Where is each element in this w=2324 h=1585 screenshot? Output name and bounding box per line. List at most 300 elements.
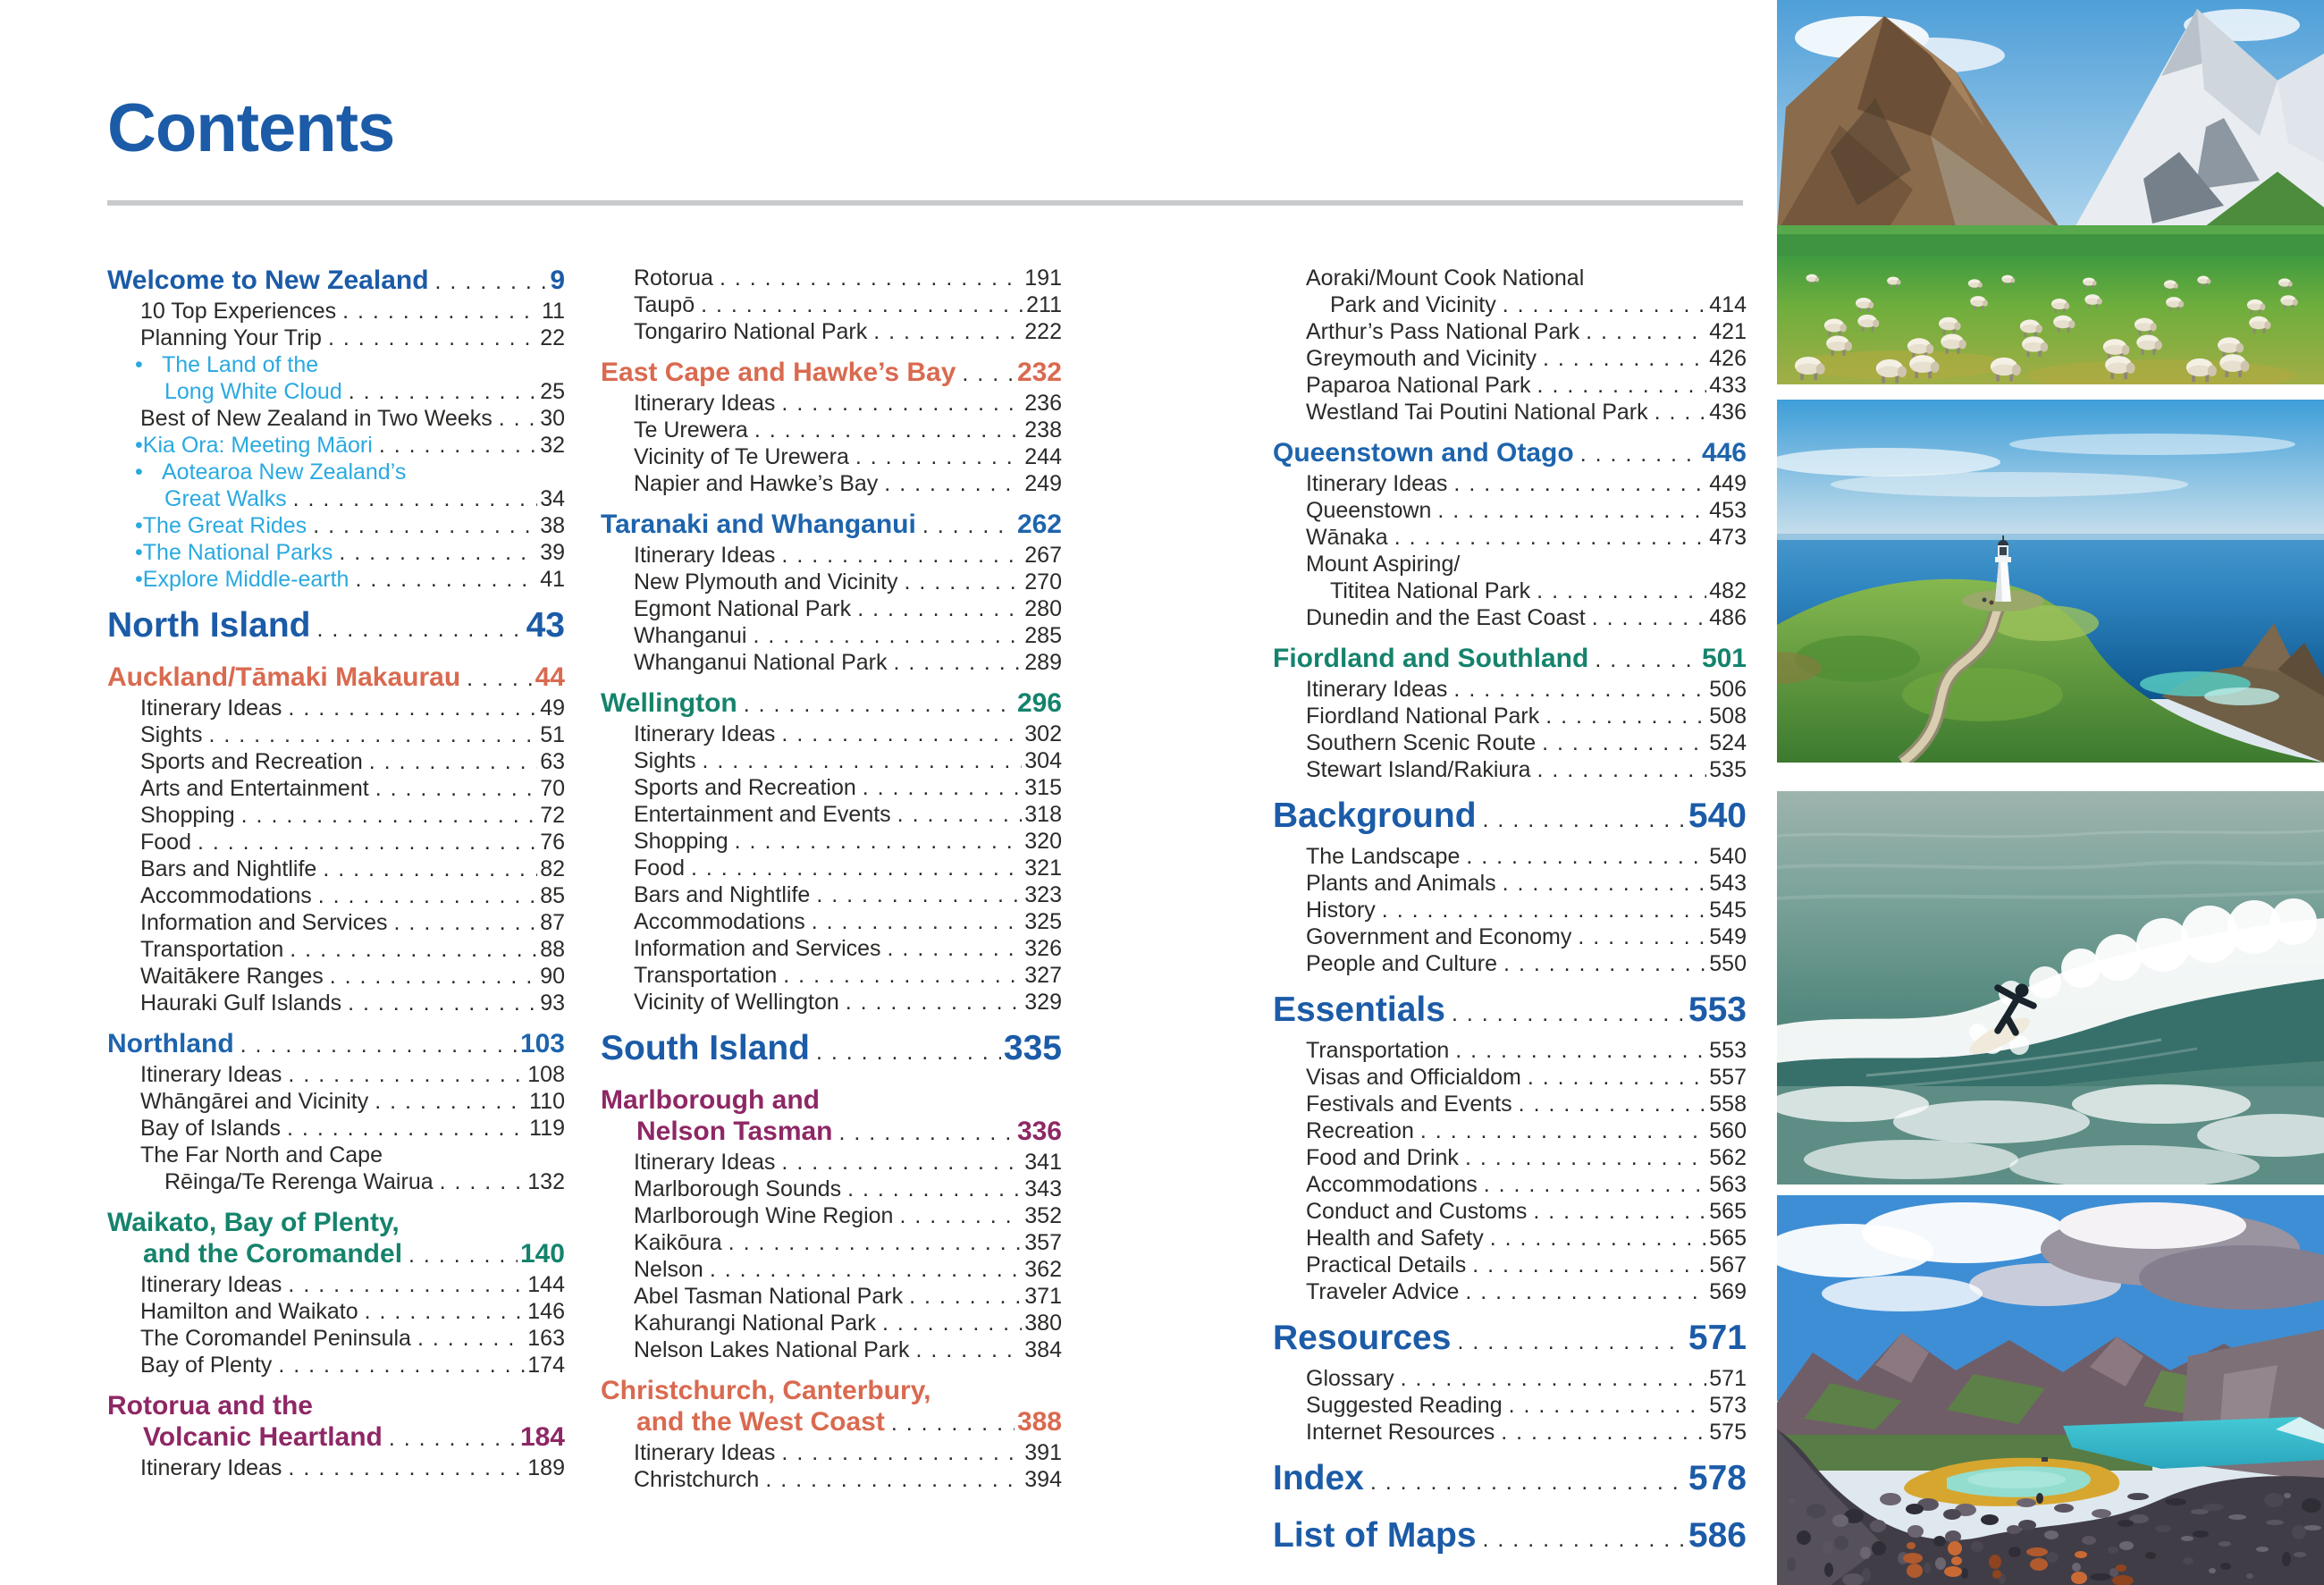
toc-entry-page: 189: [527, 1455, 565, 1480]
toc-entry-label: Paparoa National Park: [1306, 373, 1531, 398]
toc-entry-label: Nelson Lakes National Park: [634, 1337, 910, 1362]
toc-entry-label: Bars and Nightlife: [140, 856, 317, 881]
toc-entry-page: 563: [1709, 1172, 1747, 1197]
toc-entry: [601, 390, 1062, 417]
toc-entry-label: Best of New Zealand in Two Weeks: [140, 406, 493, 431]
dot-leader: [962, 357, 1015, 390]
toc-entry: [1273, 950, 1747, 977]
toc-entry-label: Volcanic Heartland: [143, 1422, 383, 1452]
dot-leader: [857, 595, 1022, 622]
toc-entry-page: 76: [540, 830, 565, 855]
toc-entry: [1273, 372, 1747, 399]
toc-entry-label: Kia Ora: Meeting Māori: [142, 433, 373, 458]
toc-entry-label: Transportation: [634, 963, 778, 988]
toc-entry: [601, 1256, 1062, 1283]
toc-entry-page: 553: [1709, 1038, 1747, 1063]
dot-leader: [781, 542, 1022, 569]
toc-entry: [1273, 990, 1747, 1034]
toc-entry-label: Shopping: [634, 829, 728, 854]
dot-leader: [499, 405, 537, 432]
toc-entry-label: Stewart Island/Rakiura: [1306, 757, 1531, 782]
dot-leader: [1503, 950, 1706, 977]
toc-entry: [601, 855, 1062, 881]
toc-entry-page: 132: [527, 1169, 565, 1194]
dot-leader: [765, 1466, 1022, 1493]
toc-entry-label: Mount Aspiring/: [1306, 552, 1461, 577]
toc-entry: [107, 1142, 565, 1195]
dot-leader: [691, 855, 1022, 881]
toc-entry-page: 304: [1024, 748, 1062, 773]
toc-entry: [107, 325, 565, 351]
toc-entry-label: Rotorua: [634, 266, 713, 291]
dot-leader: [882, 1310, 1022, 1336]
toc-entry-label: Kaikōura: [634, 1230, 722, 1255]
toc-entry-label: Whanganui National Park: [634, 650, 888, 675]
toc-entry-page: 473: [1709, 525, 1747, 550]
toc-entry: [1273, 703, 1747, 729]
toc-entry-page: 87: [540, 910, 565, 935]
toc-entry-page: 482: [1709, 578, 1747, 603]
dot-leader: [339, 539, 537, 566]
toc-entry-page: 557: [1709, 1065, 1747, 1090]
toc-entry-label: Kahurangi National Park: [634, 1311, 876, 1336]
toc-entry-label: Vicinity of Wellington: [634, 990, 839, 1015]
toc-entry-page: 449: [1709, 471, 1747, 496]
photo-alpine-lakes: [1777, 1195, 2324, 1585]
toc-entry-label: 10 Top Experiences: [140, 299, 337, 324]
toc-entry-page: 433: [1709, 373, 1747, 398]
toc-entry-label: Whāngārei and Vicinity: [140, 1089, 369, 1114]
dot-leader: [394, 909, 538, 936]
toc-entry-label: Information and Services: [140, 910, 388, 935]
toc-entry-label: Accommodations: [634, 909, 805, 934]
toc-entry-label: South Island: [601, 1029, 810, 1067]
dot-leader: [240, 1028, 518, 1061]
toc-entry: [107, 1061, 565, 1088]
toc-entry: [1273, 796, 1747, 840]
dot-leader: [1595, 643, 1699, 676]
toc-entry-label: Waitākere Ranges: [140, 964, 324, 989]
toc-entry-label: Arthur’s Pass National Park: [1306, 319, 1580, 344]
dot-leader: [894, 649, 1023, 676]
toc-entry-page: 357: [1024, 1230, 1062, 1255]
dot-leader: [781, 721, 1022, 747]
toc-entry-page: 88: [540, 937, 565, 962]
toc-entry-page: 103: [519, 1029, 565, 1058]
toc-entry-page: 524: [1709, 730, 1747, 755]
toc-entry-page: 543: [1709, 871, 1747, 896]
toc-entry: [1273, 604, 1747, 631]
dot-leader: [389, 1421, 518, 1454]
toc-entry-label: Explore Middle-earth: [142, 567, 349, 592]
dot-leader: [781, 1439, 1022, 1466]
toc-entry-page: 421: [1709, 319, 1747, 344]
dot-leader: [816, 1028, 1001, 1073]
toc-entry-label: Tititea National Park: [1330, 578, 1531, 603]
toc-entry-label: Hauraki Gulf Islands: [140, 991, 342, 1016]
toc-entry-page: 320: [1024, 829, 1062, 854]
dot-leader: [318, 882, 537, 909]
toc-entry-page: 329: [1024, 990, 1062, 1015]
toc-entry-label: East Cape and Hawke’s Bay: [601, 358, 956, 387]
toc-entry-page: 426: [1709, 346, 1747, 371]
toc-entry-label: Welcome to New Zealand: [107, 266, 429, 295]
toc-entry-page: 540: [1709, 844, 1747, 869]
toc-entry-page: 380: [1024, 1311, 1062, 1336]
dot-leader: [781, 1149, 1022, 1176]
toc-entry-label: Itinerary Ideas: [140, 1062, 282, 1087]
dot-leader: [328, 325, 537, 351]
toc-entry: [107, 909, 565, 936]
toc-entry-page: 11: [542, 299, 565, 324]
dot-leader: [348, 990, 537, 1016]
dot-leader: [783, 962, 1022, 989]
toc-entry-page: 267: [1024, 543, 1062, 568]
toc-entry: [601, 721, 1062, 747]
toc-entry-page: 578: [1688, 1459, 1747, 1497]
toc-entry-page: 325: [1024, 909, 1062, 934]
toc-entry: [1273, 1278, 1747, 1305]
dot-leader: [846, 989, 1023, 1016]
toc-entry: [107, 1454, 565, 1481]
toc-entry-page: 486: [1709, 605, 1747, 630]
dot-leader: [916, 1336, 1023, 1363]
toc-entry-page: 391: [1024, 1440, 1062, 1465]
dot-leader: [884, 470, 1022, 497]
dot-leader: [435, 265, 548, 298]
toc-entry-page: 565: [1709, 1199, 1747, 1224]
toc-entry-label: Conduct and Customs: [1306, 1199, 1528, 1224]
toc-entry-page: 508: [1709, 704, 1747, 729]
toc-entry-label: Shopping: [140, 803, 235, 828]
dot-leader: [313, 512, 537, 539]
toc-entry-label: Bay of Plenty: [140, 1353, 273, 1378]
toc-entry: [1273, 676, 1747, 703]
toc-entry-label: Itinerary Ideas: [634, 1150, 776, 1175]
toc-entry: [1273, 437, 1747, 470]
dot-leader: [1457, 1318, 1685, 1362]
sheep-mountains-illustration: [1777, 0, 2324, 384]
dot-leader: [1503, 291, 1707, 318]
toc-entry-page: 558: [1709, 1092, 1747, 1117]
dot-leader: [1586, 318, 1706, 345]
toc-entry-label: Abel Tasman National Park: [634, 1284, 904, 1309]
toc-entry-label: Tongariro National Park: [634, 319, 868, 344]
toc-entry-label: Rotorua and the: [107, 1391, 313, 1421]
toc-entry-label: Bars and Nightlife: [634, 882, 811, 907]
toc-entry: [1273, 1117, 1747, 1144]
dot-leader: [1509, 1392, 1707, 1419]
toc-entry-page: 436: [1709, 400, 1747, 425]
toc-entry-page: 270: [1024, 569, 1062, 594]
toc-entry-page: 553: [1688, 991, 1747, 1029]
toc-entry-label: Marlborough Wine Region: [634, 1203, 894, 1228]
toc-entry-page: 341: [1024, 1150, 1062, 1175]
dot-leader: [735, 828, 1023, 855]
toc-entry-label: The Far North and Cape: [140, 1142, 383, 1168]
dot-leader: [1483, 1515, 1686, 1560]
toc-entry-label: Sights: [634, 748, 696, 773]
toc-entry: [107, 432, 565, 459]
toc-entry: [107, 265, 565, 298]
toc-entry-page: 32: [540, 433, 565, 458]
toc-entry: [601, 470, 1062, 497]
toc-entry-page: 569: [1709, 1279, 1747, 1304]
toc-entry-label: Te Urewera: [634, 417, 748, 443]
toc-entry-page: 238: [1024, 417, 1062, 443]
toc-entry-label: Suggested Reading: [1306, 1393, 1503, 1418]
toc-entry: [1273, 897, 1747, 923]
toc-entry-label: Food: [634, 856, 685, 881]
toc-entry-label: Fiordland and Southland: [1273, 644, 1589, 673]
toc-entry: [601, 935, 1062, 962]
toc-entry-label: Marlborough and: [601, 1085, 820, 1115]
toc-entry: [107, 1271, 565, 1298]
dot-leader: [909, 1283, 1022, 1310]
dot-leader: [408, 1238, 518, 1271]
toc-entry-label: and the Coromandel: [143, 1239, 403, 1269]
toc-entry-label: Food: [140, 830, 191, 855]
dot-leader: [1519, 1091, 1707, 1117]
dot-leader: [288, 1454, 525, 1481]
toc-entry: [107, 936, 565, 963]
toc-entry-page: 326: [1024, 936, 1062, 961]
toc-entry-label: Rēinga/Te Rerenga Wairua: [164, 1169, 434, 1194]
toc-entry-label: Christchurch: [634, 1467, 760, 1492]
dot-leader: [1382, 897, 1706, 923]
toc-entry-label: Information and Services: [634, 936, 881, 961]
toc-entry: [1273, 265, 1747, 318]
toc-entry: [1273, 318, 1747, 345]
toc-entry: [1273, 1458, 1747, 1503]
toc-entry: [1273, 1198, 1747, 1225]
toc-entry-page: 9: [550, 266, 565, 295]
dot-leader: [922, 509, 1015, 542]
toc-entry-page: 384: [1024, 1337, 1062, 1362]
toc-entry-page: 446: [1701, 438, 1747, 468]
toc-entry-page: 289: [1024, 650, 1062, 675]
toc-entry-label: Sports and Recreation: [140, 749, 363, 774]
toc-entry: [601, 542, 1062, 569]
toc-entry-label: Government and Economy: [1306, 924, 1572, 949]
dot-leader: [899, 1202, 1022, 1229]
dot-leader: [323, 856, 537, 882]
toc-entry: [601, 1283, 1062, 1310]
toc-entry-label: New Plymouth and Vicinity: [634, 569, 898, 594]
toc-entry: [107, 566, 565, 593]
toc-entry-page: 44: [535, 662, 565, 692]
dot-leader: [1465, 1144, 1706, 1171]
toc-entry-label: Queenstown: [1306, 498, 1432, 523]
toc-entry: [1273, 870, 1747, 897]
dot-leader: [1490, 1225, 1707, 1252]
dot-leader: [349, 378, 537, 405]
toc-entry-label: Sports and Recreation: [634, 775, 856, 800]
toc-entry-label: Wellington: [601, 688, 737, 718]
toc-entry: [107, 605, 565, 650]
dot-leader: [710, 1256, 1022, 1283]
toc-entry-label: Taranaki and Whanganui: [601, 510, 916, 539]
dot-leader: [355, 566, 537, 593]
dot-leader: [897, 801, 1023, 828]
toc-entry-label: Aotearoa New Zealand’s: [162, 459, 407, 485]
toc-entry: [107, 351, 565, 405]
toc-entry: [601, 622, 1062, 649]
toc-entry-page: 146: [527, 1299, 565, 1324]
toc-entry-page: 30: [540, 406, 565, 431]
dot-leader: [781, 390, 1022, 417]
cape-lighthouse-illustration: [1777, 400, 2324, 763]
toc-entry-page: 110: [529, 1089, 565, 1114]
toc-entry-page: 567: [1709, 1252, 1747, 1277]
toc-entry-label: History: [1306, 898, 1376, 923]
toc-entry-page: 163: [527, 1326, 565, 1351]
toc-entry-label: Itinerary Ideas: [140, 1272, 282, 1297]
toc-entry: [601, 774, 1062, 801]
bullet-icon: •: [135, 352, 143, 377]
toc-entry-label: Wānaka: [1306, 525, 1388, 550]
bullet-icon: •: [135, 513, 143, 538]
dot-leader: [839, 1116, 1015, 1149]
toc-entry: [1273, 1515, 1747, 1560]
toc-entry-label: Itinerary Ideas: [1306, 471, 1448, 496]
toc-entry: [601, 649, 1062, 676]
dot-leader: [317, 605, 524, 650]
toc-entry-label: Fiordland National Park: [1306, 704, 1540, 729]
toc-entry: [601, 569, 1062, 595]
toc-entry-page: 144: [527, 1272, 565, 1297]
toc-entry-page: 232: [1016, 358, 1062, 387]
toc-entry-label: Taupō: [634, 292, 695, 317]
toc-entry-label: Dunedin and the East Coast: [1306, 605, 1586, 630]
toc-entry: [1273, 643, 1747, 676]
toc-entry-page: 388: [1016, 1407, 1062, 1437]
toc-entry-page: 191: [1024, 266, 1062, 291]
toc-entry: [601, 265, 1062, 291]
toc-entry: [107, 721, 565, 748]
dot-leader: [863, 774, 1023, 801]
toc-entry-label: Accommodations: [140, 883, 312, 908]
toc-entry: [601, 1176, 1062, 1202]
dot-leader: [1465, 1278, 1706, 1305]
dot-leader: [702, 747, 1022, 774]
toc-entry-label: Northland: [107, 1029, 234, 1058]
surfer-wave-illustration: [1777, 791, 2324, 1185]
toc-entry-page: 38: [540, 513, 565, 538]
toc-entry: [1273, 1144, 1747, 1171]
toc-entry-label: Transportation: [140, 937, 284, 962]
toc-entry-label: The National Parks: [142, 540, 333, 565]
toc-entry-page: 549: [1709, 924, 1747, 949]
toc-column-2: [601, 265, 1062, 1493]
photo-cape-lighthouse: [1777, 400, 2324, 763]
dot-leader: [728, 1229, 1023, 1256]
toc-entry-page: 501: [1701, 644, 1747, 673]
toc-entry-label: Southern Scenic Route: [1306, 730, 1537, 755]
toc-entry-label: Background: [1273, 797, 1477, 835]
toc-entry-label: Greymouth and Vicinity: [1306, 346, 1537, 371]
toc-entry-label: Itinerary Ideas: [1306, 677, 1448, 702]
toc-entry-label: Accommodations: [1306, 1172, 1478, 1197]
dot-leader: [1394, 524, 1707, 551]
bullet-icon: •: [135, 540, 143, 565]
bullet-icon: •: [135, 567, 143, 592]
bullet-icon: •: [135, 433, 143, 458]
toc-entry: [1273, 497, 1747, 524]
dot-leader: [1452, 990, 1686, 1034]
toc-entry: [601, 1149, 1062, 1176]
toc-entry: [601, 1439, 1062, 1466]
toc-entry-page: 571: [1688, 1319, 1747, 1357]
toc-entry-page: 343: [1024, 1176, 1062, 1201]
dot-leader: [241, 802, 538, 829]
toc-column-1: [107, 265, 565, 1481]
toc-entry-page: 108: [527, 1062, 565, 1087]
toc-entry: [1273, 1037, 1747, 1064]
toc-entry: [601, 357, 1062, 390]
dot-leader: [1484, 1171, 1707, 1198]
dot-leader: [375, 1088, 526, 1115]
toc-entry-page: 119: [529, 1116, 565, 1141]
dot-leader: [1483, 796, 1686, 840]
toc-entry-page: 362: [1024, 1257, 1062, 1282]
toc-entry-label: Plants and Animals: [1306, 871, 1496, 896]
title-rule: [107, 200, 1743, 206]
toc-entry: [601, 1310, 1062, 1336]
toc-entry-page: 222: [1024, 319, 1062, 344]
dot-leader: [1455, 1037, 1706, 1064]
dot-leader: [1580, 437, 1699, 470]
toc-entry-page: 280: [1024, 596, 1062, 621]
toc-entry-label: Itinerary Ideas: [140, 1455, 282, 1480]
toc-entry-page: 562: [1709, 1145, 1747, 1170]
toc-entry-page: 296: [1016, 688, 1062, 718]
toc-entry-label: Itinerary Ideas: [634, 721, 776, 746]
dot-leader: [365, 1298, 526, 1325]
dot-leader: [1537, 578, 1706, 604]
dot-leader: [1420, 1117, 1706, 1144]
toc-entry-label: Long White Cloud: [164, 379, 342, 404]
dot-leader: [417, 1325, 525, 1352]
toc-entry: [601, 443, 1062, 470]
toc-entry-label: Arts and Entertainment: [140, 776, 369, 801]
dot-leader: [288, 695, 537, 721]
toc-entry-page: 93: [540, 991, 565, 1016]
toc-entry-page: 315: [1024, 775, 1062, 800]
dot-leader: [891, 1406, 1015, 1439]
toc-entry-page: 453: [1709, 498, 1747, 523]
toc-entry-page: 575: [1709, 1420, 1747, 1445]
toc-entry-page: 285: [1024, 623, 1062, 648]
toc-entry-page: 72: [540, 803, 565, 828]
toc-entry-page: 34: [540, 486, 565, 511]
toc-entry-page: 545: [1709, 898, 1747, 923]
toc-entry-label: and the West Coast: [636, 1407, 885, 1437]
dot-leader: [753, 622, 1022, 649]
toc-entry: [1273, 756, 1747, 783]
toc-entry-page: 49: [540, 696, 565, 721]
toc-entry: [1273, 551, 1747, 604]
toc-entry-label: Entertainment and Events: [634, 802, 891, 827]
toc-entry: [1273, 1252, 1747, 1278]
toc-entry: [107, 1325, 565, 1352]
toc-entry: [601, 1202, 1062, 1229]
dot-leader: [330, 963, 537, 990]
toc-entry-page: 211: [1026, 292, 1062, 317]
dot-leader: [1528, 1064, 1706, 1091]
dot-leader: [720, 265, 1022, 291]
toc-entry-page: 43: [526, 606, 565, 645]
